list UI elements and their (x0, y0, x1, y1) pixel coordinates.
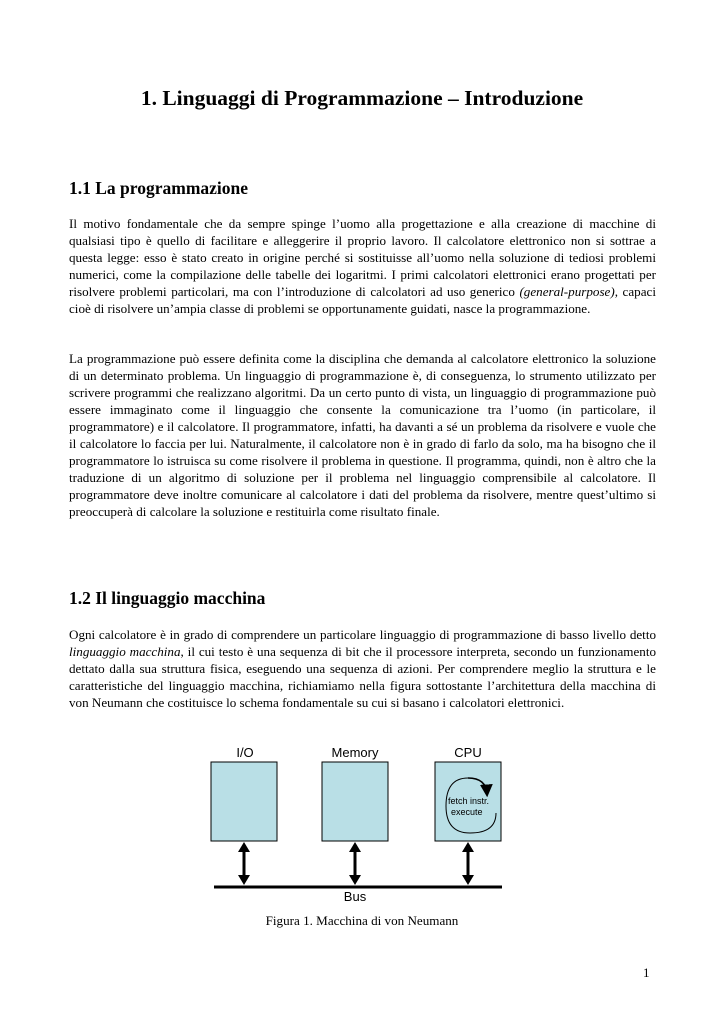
cpu-fetch-text: fetch instr. (448, 796, 490, 806)
paragraph-3-text-b: , il cui testo è una sequenza di bit che il processore interpreta, secondo un funzionamento dettato dalla sua struttura fisica, eseguendo una sequenza di azioni. Per comprendere meglio la struttura e le caratteristiche del linguaggio macchina, richiamiamo nella figura sottostante l’architettura della macchina di von Neumann che costituisce lo schema fondamentale su cui si basano i calcolatori elettronici. (69, 644, 657, 710)
cpu-bus-connector (462, 842, 474, 885)
section-heading-1-1: 1.1 La programmazione (69, 178, 249, 198)
paragraph-2: La programmazione può essere definita come la disciplina che demanda al calcolatore elettronico la soluzione di un determinato problema. Un linguaggio di programmazione è, di conseguenza, lo strumento utilizzato per scrivere programmi che realizzano algoritmi. Da un certo punto di vista, un linguaggio di programmazione può essere immaginato come il linguaggio che consente la comunicazione tra l’uomo (in particolare, il programmatore) e il calcolatore. Il programmatore, infatti, ha davanti a sé un problema da risolvere e vuole che il calcolatore lo faccia per lui. Naturalmente, il calcolatore non è in grado di farlo da solo, ma ha bisogno che il programmatore lo istruisca su come risolvere il problema in questione. Il programma, quindi, non è altro che la traduzione di un algoritmo di soluzione per il problema nel linguaggio comprensibile al calcolatore. Il programmatore deve inoltre comunicare al calcolatore i dati del problema da risolvere, mentre quest’ultimo si preoccuperà di calcolare la soluzione e restituirla come risultato finale. (69, 351, 656, 519)
page-title: 1. Linguaggi di Programmazione – Introduzione (140, 86, 584, 110)
bus-label: Bus (343, 889, 367, 904)
page-number: 1 (643, 965, 650, 980)
io-box (211, 762, 277, 841)
paragraph-1-emphasis: (general-purpose) (519, 284, 615, 299)
paragraph-3 (69, 626, 656, 711)
figure-caption: Figura 1. Macchina di von Neumann (265, 913, 459, 928)
paragraph-1-text-a: Il motivo fondamentale che da sempre spinge l’uomo alla progettazione e alla creazione di macchine di qualsiasi tipo è quello di facilitare e alleggerire il proprio lavoro. Il calcolatore elettronico non si sottrae a questa legge: esso è stato creato in origine perché si sostituisse all’uomo nella soluzione di tediosi problemi numerici, come la compilazione delle tabelle dei logaritmi. I primi calcolatori elettronici erano progettati per risolvere problemi particolari, ma con l’introduzione di calcolatori ad uso generico (69, 216, 656, 299)
von-neumann-diagram (200, 738, 520, 908)
memory-box (322, 762, 388, 841)
memory-label: Memory (331, 745, 379, 760)
memory-bus-connector (349, 842, 361, 885)
io-label: I/O (236, 745, 254, 760)
paragraph-3-emphasis: linguaggio macchina (69, 644, 181, 659)
paragraph-3-text-a: Ogni calcolatore è in grado di comprendere un particolare linguaggio di programmazione di basso livello detto (69, 627, 656, 642)
section-heading-1-2: 1.2 Il linguaggio macchina (69, 588, 266, 608)
paragraph-1 (69, 215, 656, 317)
cpu-execute-text: execute (451, 807, 483, 817)
paragraph-1-text-b: , capaci cioè di risolvere un’ampia classe di problemi se opportunamente guidati, nasce la programmazione. (69, 284, 656, 316)
cpu-label: CPU (454, 745, 482, 760)
io-bus-connector (238, 842, 250, 885)
